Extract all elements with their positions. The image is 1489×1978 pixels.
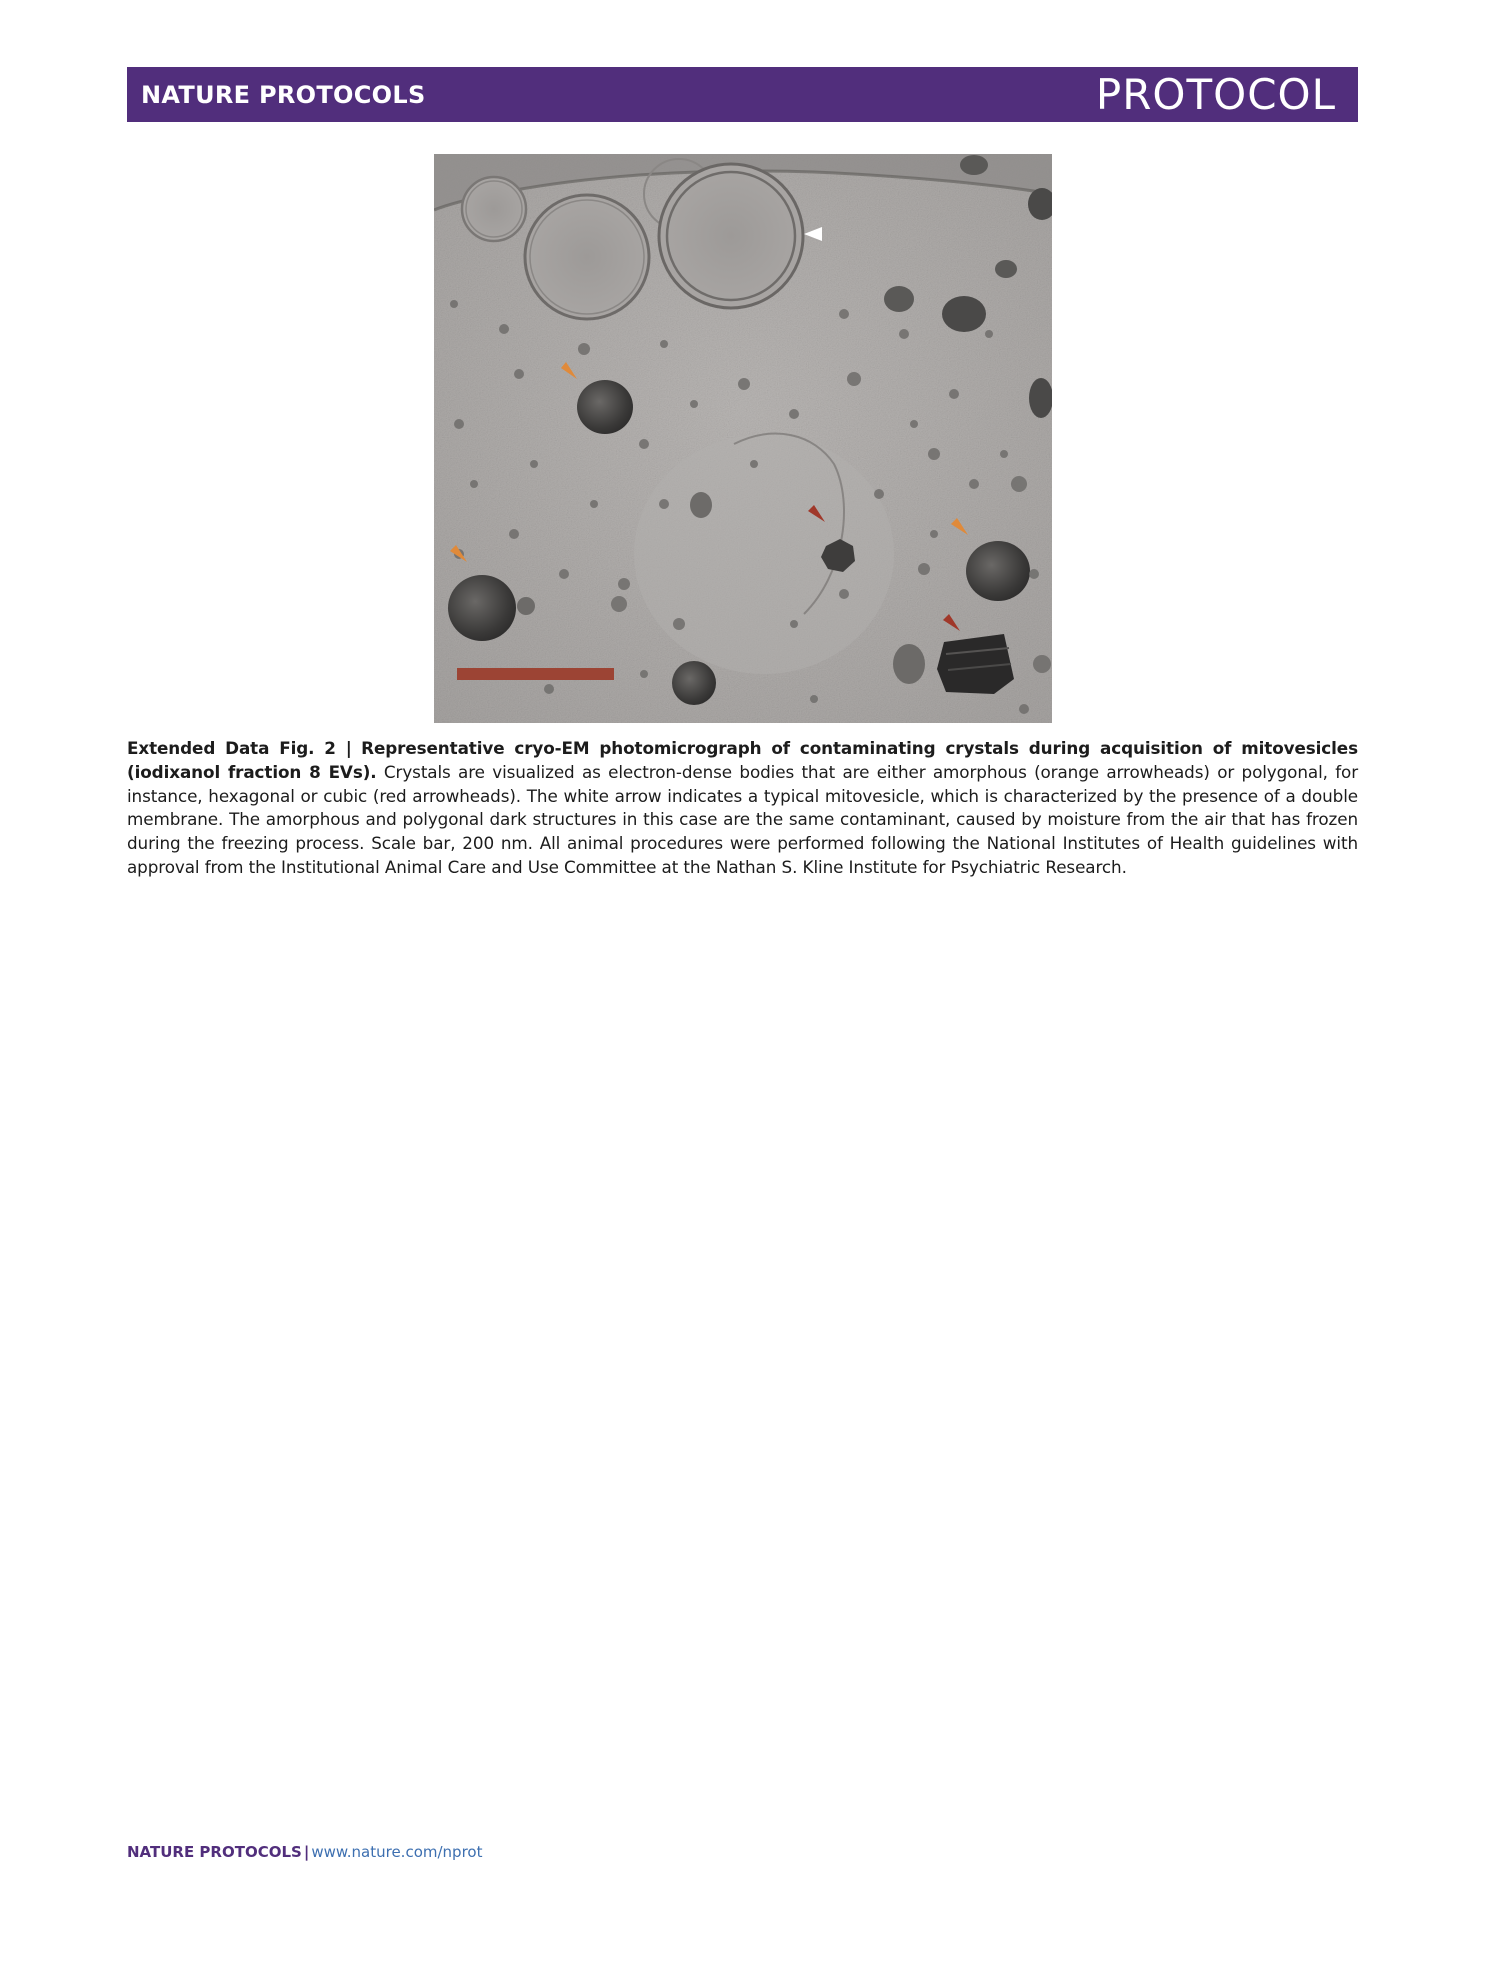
- running-header: [127, 67, 1358, 122]
- page-footer: [127, 1843, 482, 1861]
- footer-separator: |: [303, 1843, 310, 1861]
- journal-name: NATURE PROTOCOLS: [141, 80, 426, 109]
- cryo-em-micrograph: [434, 154, 1052, 723]
- caption-label: Extended Data Fig. 2 |: [127, 738, 352, 758]
- scale-bar: [457, 668, 614, 680]
- caption-body: Crystals are visualized as electron-dense bodies that are either amorphous (orange arrowheads) or polygonal, for instance, hexagonal or cubic (red arrowheads). The white arrow indicates a typical mitovesicle, which is characterized by the presence of a double membrane. The amorphous and polygonal dark structures in this case are the same contaminant, caused by moisture from the air that has frozen during the freezing process. Scale bar, 200 nm. All animal procedures were performed following the National Institutes of Health guidelines with approval from the Institutional Animal Care and Use Committee at the Nathan S. Kline Institute for Psychiatric Research.: [127, 761, 1358, 877]
- article-type: PROTOCOL: [1095, 70, 1336, 119]
- figure-caption: [127, 737, 1358, 880]
- caption-title: Representative cryo-EM photomicrograph of contaminating crystals during acquisition of mitovesicles (iodixanol fraction 8 EVs).: [127, 738, 1358, 782]
- footer-journal: NATURE PROTOCOLS: [127, 1843, 302, 1861]
- footer-url-link[interactable]: www.nature.com/nprot: [311, 1843, 483, 1861]
- micrograph-image: [434, 154, 1052, 723]
- mitovesicle: [659, 164, 803, 308]
